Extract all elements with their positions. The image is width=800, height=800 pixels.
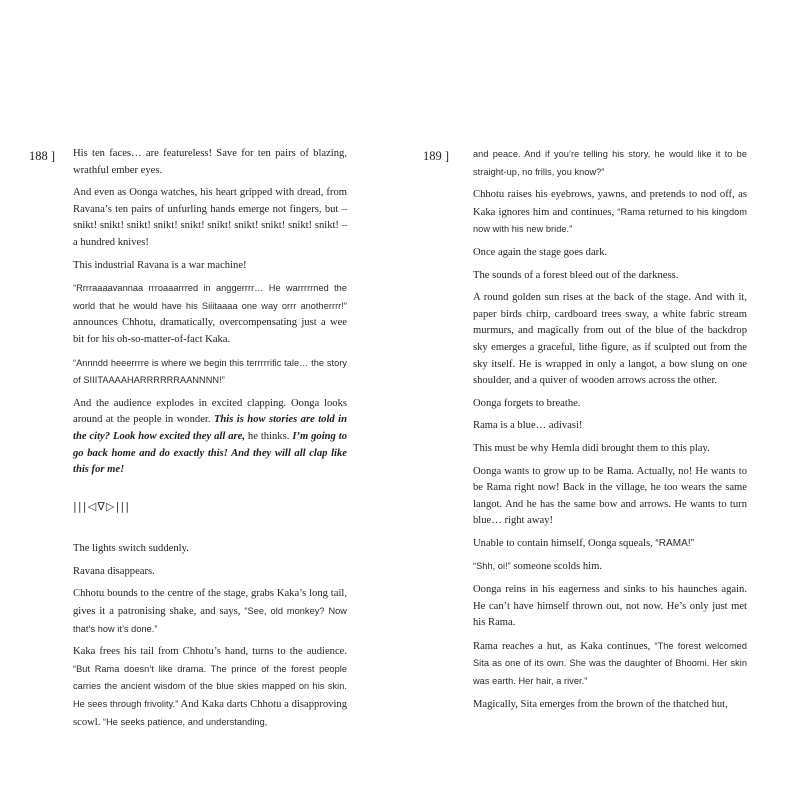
paragraph: And even as Oonga watches, his heart gripped with dread, from Ravana’s ten pairs of unfurling hands emerge not fingers, but – snikt! snikt! snikt! snikt! snikt! snikt! snikt! snikt! snikt! snikt! – a hundred knives! — [73, 187, 347, 248]
dialogue: “But Rama doesn’t like drama. The prince of the forest people carries the ancient wisdom of the blue skies mapped on his skin. He sees through frivolity.” — [73, 663, 347, 710]
paragraph: The sounds of a forest bleed out of the darkness. — [473, 269, 679, 281]
dialogue: “Rama returned to his kingdom now with his new bride.” — [473, 206, 747, 235]
dialogue: “See, old monkey? Now that’s how it’s done.” — [73, 606, 347, 634]
paragraph: Chhotu bounds to the centre of the stage, grabs Kaka’s long tail, gives it a patronising shake, and says, “See, old monkey? Now that’s how it’s done.” — [73, 588, 347, 634]
dialogue: “Shh, oi!” — [473, 561, 511, 572]
right-text-column — [473, 146, 747, 719]
paragraph: Chhotu raises his eyebrows, yawns, and pretends to nod off, as Kaka ignores him and continues, “Rama returned to his kingdom now with his new bride.” — [473, 189, 747, 235]
page-number-right: 189 ] — [423, 149, 450, 163]
paragraph: Rama reaches a hut, as Kaka continues, “The forest welcomed Sita as one of its own. She was the daughter of Bhoomi. Her skin was earth. Her hair, a river.” — [473, 640, 747, 687]
paragraph: “Shh, oi!” someone scolds him. — [473, 561, 602, 573]
paragraph: Once again the stage goes dark. — [473, 246, 608, 258]
dialogue: and peace. And if you’re telling his story, he would like it to be straight-up, no frills, you know?” — [473, 149, 747, 177]
paragraph: The lights switch suddenly. — [73, 543, 189, 555]
paragraph: Oonga wants to grow up to be Rama. Actually, no! He wants to be Rama right now! Back in the village, he too wears the same langot. And he has the same bow and arrows. He wants to turn blue… right away! — [473, 465, 747, 527]
paragraph: Oonga reins in his eagerness and sinks to his haunches again. He can’t have himself thrown out, not now. He’s only just met his Rama. — [473, 584, 747, 629]
paragraph — [73, 355, 347, 390]
paragraph: Oonga forgets to breathe. — [473, 397, 581, 409]
paragraph: This must be why Hemla didi brought them to this play. — [473, 442, 710, 454]
paragraph: Ravana disappears. — [73, 565, 155, 577]
paragraph: Magically, Sita emerges from the brown of the thatched hut, — [473, 698, 728, 710]
paragraph: Unable to contain himself, Oonga squeals, “RAMA!” — [473, 537, 695, 549]
italic-thought: I’m going to go back home and do exactly this! And they will all clap like this for me! — [73, 430, 348, 476]
paragraph — [473, 146, 747, 181]
paragraph: This industrial Ravana is a war machine! — [73, 259, 247, 271]
paragraph: His ten faces… are featureless! Save for ten pairs of blazing, wrathful ember eyes. — [73, 148, 347, 176]
page-number-left: 188 ] — [29, 149, 56, 163]
section-divider: |||◁∇▷||| — [73, 499, 131, 513]
paragraph: And the audience explodes in excited clapping. Oonga looks around at the people in wonder. This is how stories are told in the city? Look how excited they all are, he thinks. I’m going to go back home and do exactly this! And they will all clap like this for me! — [73, 397, 348, 476]
dialogue: “RAMA!” — [655, 537, 695, 549]
paragraph: A round golden sun rises at the back of the stage. And with it, paper birds chirp, cardboard trees sway, a white fabric stream murmurs, and magically from out of the blue of the backdrop sky emerges a graceful, lithe figure, as if sculpted out from the sky itself. He is wrapped in only a langot, a bow slung on one shoulder, and a quiver of wooden arrows across the other. — [473, 292, 747, 387]
italic-thought: This is how stories are told in the city? Look how excited they all are, — [73, 414, 347, 442]
dialogue: “Rrrraaaavannaa rrroaaarrred in anggerrrr… He warrrrrned the world that he would have his Siiitaaaa one way orrr anotherrrr!” — [73, 283, 347, 311]
paragraph: Rama is a blue… adivasi! — [473, 420, 583, 432]
paragraph: Kaka frees his tail from Chhotu’s hand, turns to the audience. “But Rama doesn’t like drama. The prince of the forest people carries the ancient wisdom of the blue skies mapped on his skin. He sees through frivolity.” And Kaka darts Chhotu a disapproving scowl. “He seeks patience, and understanding, — [73, 646, 347, 728]
left-text-column — [73, 146, 347, 737]
right-page — [400, 0, 800, 800]
paragraph: “Rrrraaaavannaa rrroaaarrred in anggerrrr… He warrrrrned the world that he would have his Siiitaaaa one way orrr anotherrrr!” announces Chhotu, dramatically, overcompensating just a wee bit for his oh-so-matter-of-fact Kaka. — [73, 283, 347, 345]
dialogue: “Annndd heeerrrre is where we begin this terrrrrific tale… the story of SIIITAAAAHARRRRRRAANNNN!” — [73, 357, 347, 386]
dialogue: “The forest welcomed Sita as one of its own. She was the daughter of Bhoomi. Her skin was earth. Her hair, a river.” — [473, 640, 747, 687]
dialogue: “He seeks patience, and understanding, — [103, 716, 268, 727]
